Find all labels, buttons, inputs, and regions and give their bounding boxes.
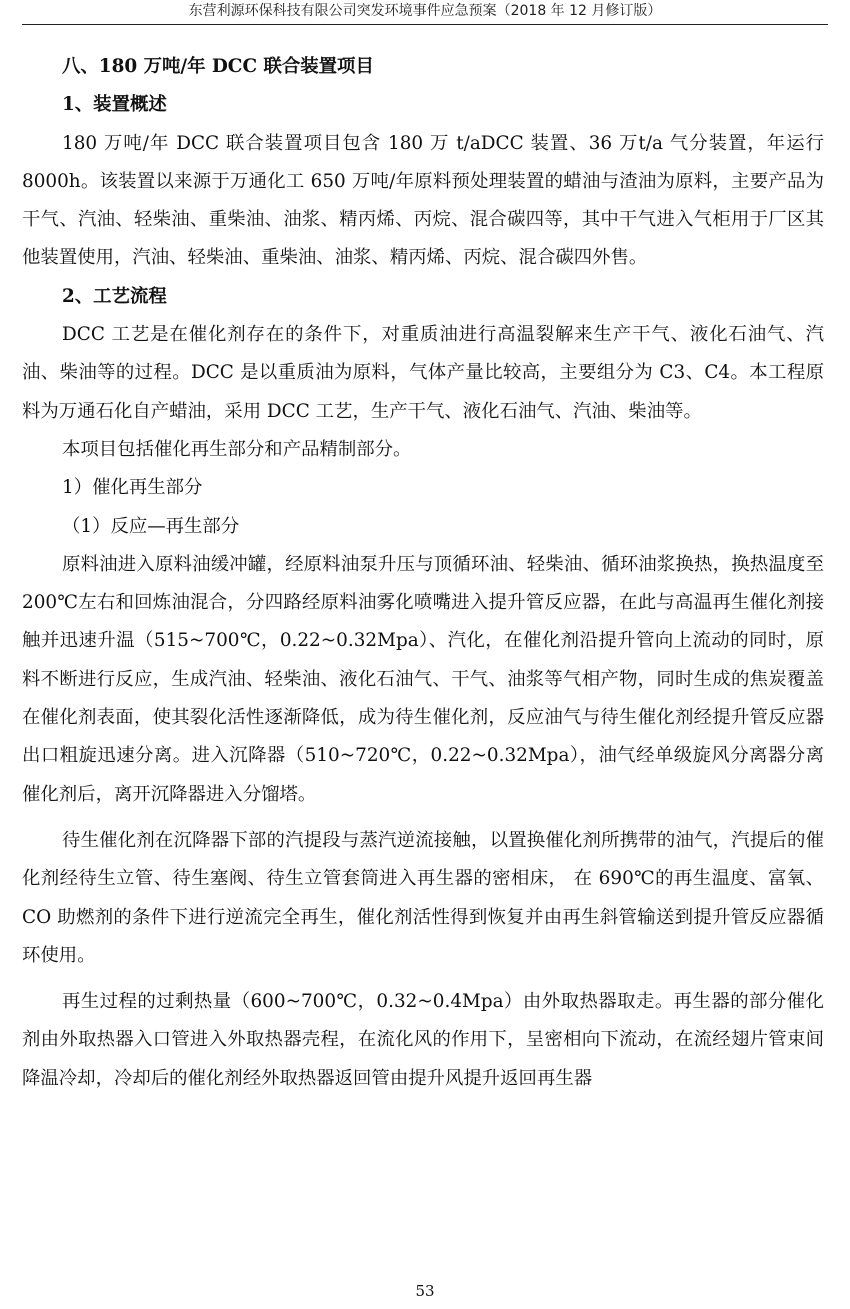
- paragraph-dcc: DCC 工艺是在催化剂存在的条件下，对重质油进行高温裂解来生产干气、液化石油气、汽油、柴油等的过程。DCC 是以重质油为原料，气体产量比较高，主要组分为 C3、C4。本工程原料为万通石化自产蜡油，采用 DCC 工艺，生产干气、液化石油气、汽油、柴油等。: [22, 324, 824, 422]
- paragraph-stripping: 待生催化剂在沉降器下部的汽提段与蒸汽逆流接触，以置换催化剂所携带的油气，汽提后的催化剂经待生立管、待生塞阀、待生立管套筒进入再生器的密相床， 在 690℃的再生温度、富氧、CO 助燃剂的条件下进行逆流完全再生，催化剂活性得到恢复并由再生斜管输送到提升管反应器循环使用。: [22, 829, 824, 966]
- list-item-reaction-regeneration: （1）反应—再生部分: [62, 515, 240, 537]
- paragraph-heat-removal: 再生过程的过剩热量（600~700℃，0.32~0.4Mpa）由外取热器取走。再生器的部分催化剂由外取热器入口管进入外取热器壳程，在流化风的作用下，呈密相向下流动，在流经翅片管束间降温冷却，冷却后的催化剂经外取热器返回管由提升风提升返回再生器: [22, 991, 824, 1089]
- document-body: [22, 48, 824, 1098]
- page-number: 53: [415, 1282, 435, 1300]
- page-header: 东营利源环保科技有限公司突发环境事件应急预案（2018 年 12 月修订版）: [22, 0, 828, 25]
- paragraph-overview: 180 万吨/年 DCC 联合装置项目包含 180 万 t/aDCC 装置、36 万t/a 气分装置，年运行 8000h。该装置以来源于万通化工 650 万吨/年原料预处理装置的蜡油与渣油为原料，主要产品为干气、汽油、轻柴油、重柴油、油浆、精丙烯、丙烷、混合碳四等，其中干气进入气柜用于厂区其他装置使用，汽油、轻柴油、重柴油、油浆、精丙烯、丙烷、混合碳四外售。: [22, 132, 824, 269]
- list-item-catalytic-regeneration: 1）催化再生部分: [62, 477, 203, 499]
- section-heading: 八、180 万吨/年 DCC 联合装置项目: [62, 56, 374, 77]
- subheading-overview: 1、装置概述: [62, 94, 167, 116]
- paragraph-project-scope: 本项目包括催化再生部分和产品精制部分。: [62, 438, 412, 460]
- paragraph-reaction: 原料油进入原料油缓冲罐，经原料油泵升压与顶循环油、轻柴油、循环油浆换热，换热温度至 200℃左右和回炼油混合，分四路经原料油雾化喷嘴进入提升管反应器，在此与高温再生催化剂接触并迅速升温（515~700℃，0.22~0.32Mpa）、汽化，在催化剂沿提升管向上流动的同时，原料不断进行反应，生成汽油、轻柴油、液化石油气、干气、油浆等气相产物，同时生成的焦炭覆盖在催化剂表面，使其裂化活性逐渐降低，成为待生催化剂，反应油气与待生催化剂经提升管反应器出口粗旋迅速分离。进入沉降器（510~720℃，0.22~0.32Mpa），油气经单级旋风分离器分离催化剂后，离开沉降器进入分馏塔。: [22, 553, 824, 805]
- subheading-process: 2、工艺流程: [62, 285, 167, 307]
